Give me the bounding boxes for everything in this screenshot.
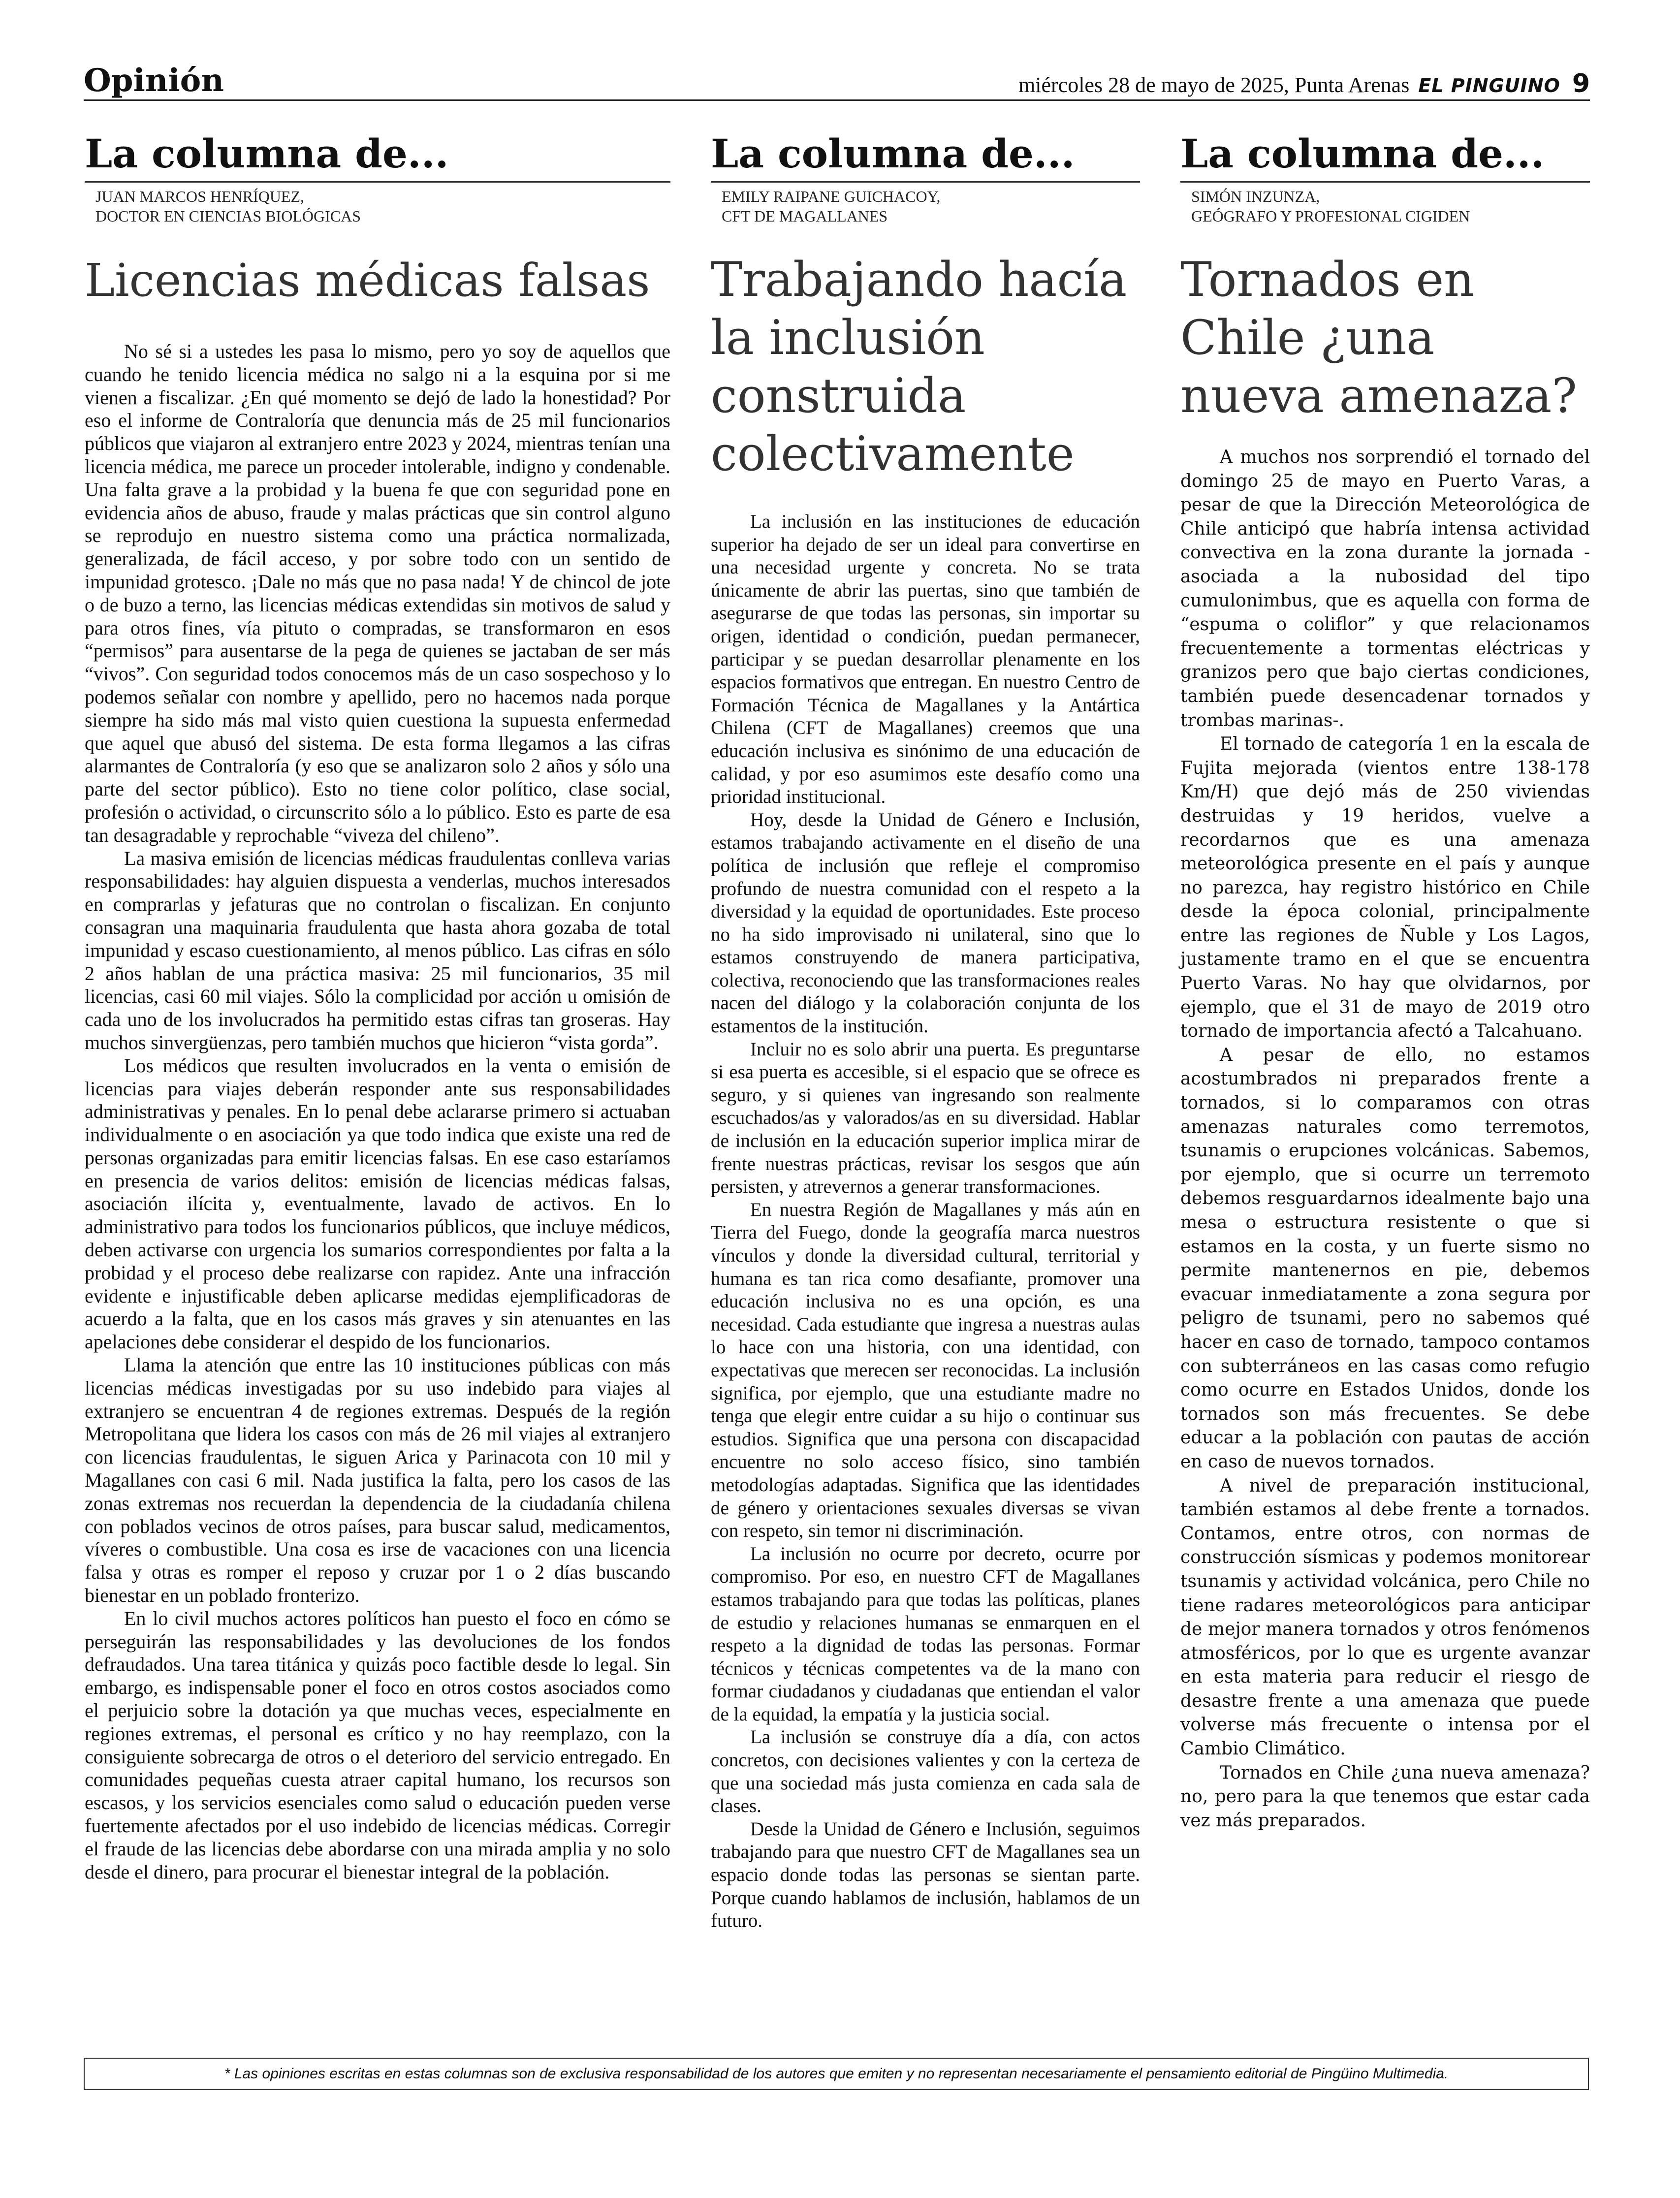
article-headline: Trabajando hacía la inclusión construida colectivamente — [711, 252, 1127, 481]
article-paragraph: Llama la atención que entre las 10 instituciones públicas con más licencias médicas investigadas por su uso indebido para viajes al extranjero se encuentran 4 de regiones extremas. Después de la región Metropolitana que lidera los casos con más de 26 mil viajes al extranjero con licencias fraudulentas, le siguen Arica y Parinacota con 10 mil y Magallanes con casi 6 mil. Nada justifica la falta, pero los casos de las zonas extremas nos recuerdan la dependencia de la ciudadanía chilena con poblados vecinos de otros países, para buscar salud, medicamentos, víveres o combustible. Una cosa es irse de vacaciones con una licencia falsa y otras es romper el reposo y cruzar por 1 o 2 días buscando bienestar en un poblado fronterizo. — [85, 1354, 670, 1607]
column-rule — [1180, 181, 1590, 183]
dateline: miércoles 28 de mayo de 2025, Punta Arenas — [1018, 73, 1410, 97]
column-henriquez — [85, 129, 670, 1883]
author-title: DOCTOR EN CIENCIAS BIOLÓGICAS — [95, 207, 361, 225]
author-byline — [85, 187, 670, 226]
article-paragraph: A muchos nos sorprendió el tornado del domingo 25 de mayo en Puerto Varas, a pesar de que la Dirección Meteorológica de Chile anticipó que habría intensa actividad convectiva en la zona durante la jornada -asociada a la nubosidad del tipo cumulonimbus, que es aquella con forma de “espuma o coliflor” y que relacionamos frecuentemente a tormentas eléctricas y granizos pero que bajo ciertas condiciones, también puede desencadenar tornados y trombas marinas-. — [1180, 447, 1590, 731]
page-number: 9 — [1572, 69, 1590, 98]
article-body — [711, 510, 1140, 1933]
column-rule — [85, 181, 670, 183]
column-inzunza — [1180, 129, 1590, 1833]
article-paragraph: Hoy, desde la Unidad de Género e Inclusión, estamos trabajando activamente en el diseño de una política de inclusión que refleje el compromiso profundo de nuestra comunidad con el respeto a la diversidad y la equidad de oportunidades. Este proceso no ha sido improvisado ni unilateral, sino que lo estamos construyendo de manera participativa, colectiva, reconociendo que las transformaciones reales nacen del diálogo y la colaboración conjunta de los estamentos de la institución. — [711, 809, 1140, 1037]
article-headline: Licencias médicas falsas — [85, 254, 650, 307]
author-byline — [711, 187, 1140, 226]
author-name: EMILY RAIPANE GUICHACOY, — [722, 188, 941, 205]
article-paragraph: A pesar de ello, no estamos acostumbrados ni preparados frente a tornados, si lo comparamos con otras amenazas naturales como terremotos, tsunamis o erupciones volcánicas. Sabemos, por ejemplo, que si ocurre un terremoto debemos resguardarnos idealmente bajo una mesa o estructura resistente o que si estamos en la costa, y un fuerte sismo no permite mantenernos en pie, debemos evacuar inmediatamente a zona segura por peligro de tsunami, pero no sabemos qué hacer en caso de tornado, tampoco contamos con subterráneos en las casas como refugio como ocurre en Estados Unidos, donde los tornados son más frecuentes. Se debe educar a la población con pautas de acción en caso de nuevos tornados. — [1180, 1045, 1590, 1472]
disclaimer-text: * Las opiniones escritas en estas columnas son de exclusiva responsabilidad de los autores que emiten y no representan necesariamente el pensamiento editorial de Pingüino Multimedia. — [224, 2066, 1449, 2082]
column-raipane — [711, 129, 1140, 1933]
article-paragraph: Incluir no es solo abrir una puerta. Es preguntarse si esa puerta es accesible, si el espacio que se ofrece es seguro, y si quienes van ingresando son realmente escuchados/as y valorados/as en su diversidad. Hablar de inclusión en la educación superior implica mirar de frente nuestras prácticas, revisar los sesgos que aún persisten, y atrevernos a generar transformaciones. — [711, 1038, 1140, 1198]
article-paragraph: A nivel de preparación institucional, también estamos al debe frente a tornados. Contamos, entre otros, con normas de construcción sísmicas y podemos monitorear tsunamis y actividad volcánica, pero Chile no tiene radares meteorológicos para anticipar de mejor manera tornados y otros fenómenos atmosféricos, por lo que es urgente avanzar en esta materia para reducir el riesgo de desastre frente a una amenaza que puede volverse más frecuente o intensa por el Cambio Climático. — [1180, 1475, 1590, 1759]
article-paragraph: Tornados en Chile ¿una nueva amenaza? no, pero para la que tenemos que estar cada vez más preparados. — [1180, 1762, 1590, 1831]
article-paragraph: La inclusión no ocurre por decreto, ocurre por compromiso. Por eso, en nuestro CFT de Magallanes estamos trabajando para que todas las políticas, planes de estudio y relaciones humanas se enmarquen en el respeto a la dignidad de todas las personas. Formar técnicos y técnicas competentes va de la mano con formar ciudadanos y ciudadanas que entiendan el valor de la equidad, la empatía y la justicia social. — [711, 1543, 1140, 1725]
disclaimer-box — [84, 2058, 1589, 2090]
page-header — [84, 59, 1590, 101]
article-paragraph: En nuestra Región de Magallanes y más aún en Tierra del Fuego, donde la geografía marca nuestros vínculos y donde la diversidad cultural, territorial y humana es tan rica como desafiante, promover una educación inclusiva no es una opción, es una necesidad. Cada estudiante que ingresa a nuestras aulas lo hace con una historia, con una identidad, con expectativas que merecen ser reconocidas. La inclusión significa, por ejemplo, que una estudiante madre no tenga que elegir entre cuidar a su hijo o continuar sus estudios. Significa que una persona con discapacidad encuentre no solo acceso físico, sino también metodologías adaptadas. Significa que las identidades de género y orientaciones sexuales diversas se vivan con respeto, sin temor ni discriminación. — [711, 1199, 1140, 1542]
author-title: CFT DE MAGALLANES — [722, 207, 888, 225]
column-kicker: La columna de... — [85, 130, 449, 177]
article-paragraph: En lo civil muchos actores políticos han puesto el foco en cómo se perseguirán las responsabilidades y las devoluciones de los fondos defraudados. Una tarea titánica y quizás poco factible desde lo legal. Sin embargo, es indispensable poner el foco en otros costos asociados como el perjuicio sobre la dotación ya que muchas veces, especialmente en regiones extremas, el personal es crítico y no hay reemplazo, con la consiguiente sobrecarga de otros o el deterioro del servicio entregado. En comunidades pequeñas cuesta atraer capital humano, los recursos son escasos, y los servicios esenciales como salud o educación pueden verse fuertemente afectados por el uso indebido de licencias médicas. Corregir el fraude de las licencias debe abordarse con una mirada amplia y no solo desde el dinero, para procurar el bienestar integral de la población. — [85, 1607, 670, 1883]
author-byline — [1180, 187, 1590, 226]
article-paragraph: La inclusión en las instituciones de educación superior ha dejado de ser un ideal para convertirse en una necesidad urgente y concreta. No se trata únicamente de abrir las puertas, sino que también de asegurarse de que todas las personas, sin importar su origen, identidad o condición, puedan permanecer, participar y se puedan desarrollar plenamente en los espacios formativos que entregan. En nuestro Centro de Formación Técnica de Magallanes y la Antártica Chilena (CFT de Magallanes) creemos que una educación inclusiva es sinónimo de una educación de calidad, y por eso asumimos este desafío como una prioridad institucional. — [711, 511, 1140, 808]
article-paragraph: No sé si a ustedes les pasa lo mismo, pero yo soy de aquellos que cuando he tenido licencia médica no salgo ni a la esquina por si me vienen a fiscalizar. ¿En qué momento se dejó de lado la honestidad? Por eso el informe de Contraloría que denuncia más de 25 mil funcionarios públicos que viajaron al extranjero entre 2023 y 2024, mientras tenían una licencia médica, me parece un proceder intolerable, indigno y condenable. Una falta grave a la probidad y la buena fe que con seguridad pone en evidencia años de abuso, fraude y malas prácticas que sin control alguno se reprodujo en nuestro sistema como una práctica normalizada, generalizada, de fácil acceso, y por sobre todo con un sentido de impunidad grotesco. ¡Dale no más que no pasa nada! Y de chincol de jote o de buzo a terno, las licencias médicas extendidas sin motivos de salud y para otros fines, vía pituto o compradas, se transformaron en esos “permisos” para ausentarse de la pega de quienes se jactaban de ser más “vivos”. Con seguridad todos conocemos más de un caso sospechoso y lo podemos señalar con nombre y apellido, pero no hacemos nada porque siempre ha sido más mal visto quien cuestiona la supuesta enfermedad que aquel que abusó del sistema. De esta forma llegamos a las cifras alarmantes de Contraloría (y eso que se analizaron solo 2 años y sólo una parte del sector público). Esto no tiene color político, clase social, profesión o actividad, o circunscrito sólo a lo público. Esto es parte de esa tan desagradable y reprochable “viveza del chileno”. — [85, 340, 670, 846]
author-name: JUAN MARCOS HENRÍQUEZ, — [95, 188, 305, 205]
article-paragraph: La masiva emisión de licencias médicas fraudulentas conlleva varias responsabilidades: hay alguien dispuesta a venderlas, muchos interesados en comprarlas y jefaturas que no controlan o fiscalizan. En conjunto consagran una maquinaria fraudulenta que hasta ahora gozaba de total impunidad y escaso cuestionamiento, al menos público. Las cifras en sólo 2 años hablan de una práctica masiva: 25 mil funcionarios, 35 mil licencias, casi 60 mil viajes. Sólo la complicidad por acción u omisión de cada uno de los involucrados ha permitido estas cifras tan groseras. Hay muchos sinvergüenzas, pero también muchos que hicieron “vista gorda”. — [85, 847, 670, 1053]
column-kicker: La columna de... — [1180, 130, 1545, 177]
author-title: GEÓGRAFO Y PROFESIONAL CIGIDEN — [1191, 207, 1470, 225]
header-right — [1018, 69, 1590, 98]
author-name: SIMÓN INZUNZA, — [1191, 188, 1320, 205]
article-paragraph: Los médicos que resulten involucrados en la venta o emisión de licencias para viajes deberán responder ante sus responsabilidades administrativas y penales. En lo penal debe aclararse primero si actuaban individualmente o en asociación ya que todo indica que existe una red de personas organizadas para emitir licencias falsas. En ese caso estaríamos en presencia de varios delitos: emisión de licencias médicas falsas, asociación ilícita y, eventualmente, lavado de activos. En lo administrativo para todos los funcionarios públicos, que incluye médicos, deben activarse con urgencia los sumarios correspondientes por falta a la probidad y el proceso debe realizarse con rapidez. Ante una infracción evidente e injustificable deben aplicarse medidas ejemplificadoras de acuerdo a la falta, que en los casos más graves y sin atenuantes en las apelaciones debe considerar el despido de los funcionarios. — [85, 1054, 670, 1353]
column-rule — [711, 181, 1140, 183]
article-body — [85, 340, 670, 1883]
newspaper-logo: EL PINGUINO — [1418, 75, 1560, 96]
article-paragraph: La inclusión se construye día a día, con actos concretos, con decisiones valientes y con la certeza de que una sociedad más justa comienza en cada sala de clases. — [711, 1726, 1140, 1817]
article-body — [1180, 446, 1590, 1833]
article-paragraph: Desde la Unidad de Género e Inclusión, seguimos trabajando para que nuestro CFT de Magallanes sea un espacio donde todas las personas se sientan parte. Porque cuando hablamos de inclusión, hablamos de un futuro. — [711, 1818, 1140, 1932]
section-title: Opinión — [84, 62, 224, 99]
article-paragraph: El tornado de categoría 1 en la escala de Fujita mejorada (vientos entre 138-178 Km/H) que dejó más de 250 viviendas destruidas y 19 heridos, vuelve a recordarnos que es una amenaza meteorológica presente en el país y aunque no parezca, hay registro histórico en Chile desde la época colonial, principalmente entre las regiones de Ñuble y Los Lagos, justamente tramo en el que se encuentra Puerto Varas. No hay que olvidarnos, por ejemplo, que el 31 de mayo de 2019 otro tornado de importancia afectó a Talcahuano. — [1180, 734, 1590, 1042]
column-kicker: La columna de... — [711, 130, 1075, 177]
article-headline: Tornados en Chile ¿una nueva amenaza? — [1180, 252, 1577, 423]
